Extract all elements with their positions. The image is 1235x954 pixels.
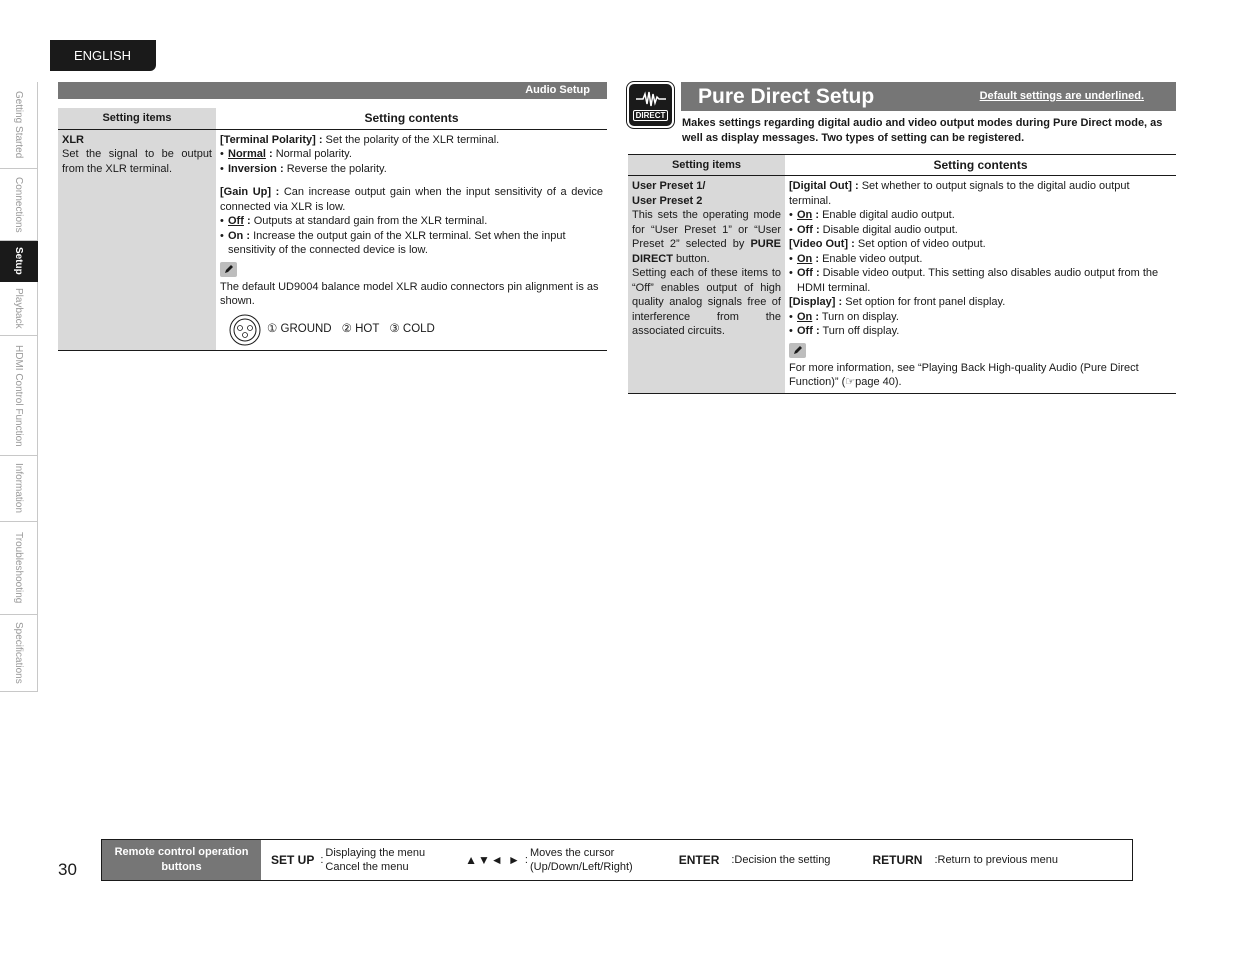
xlr-contents-cell [216, 129, 607, 350]
return-desc: :Return to previous menu [934, 854, 1058, 866]
pure-direct-table [628, 154, 1176, 394]
setup-desc: Displaying the menu Cancel the menu [325, 847, 426, 873]
direct-button-icon: DIRECT [627, 82, 674, 128]
enter-desc: :Decision the setting [731, 854, 831, 866]
default-settings-note: Default settings are underlined. [979, 90, 1144, 102]
language-tab: ENGLISH [50, 40, 156, 71]
side-tab-setup[interactable]: Setup [0, 241, 38, 282]
xlr-item-cell [58, 129, 216, 350]
col-header-contents: Setting contents [785, 155, 1176, 176]
col-header-contents: Setting contents [216, 108, 607, 129]
arrow-keys-icon: ▲▼◄ ► [465, 853, 521, 867]
page-title: Pure Direct Setup [698, 85, 875, 108]
side-tab-getting-started[interactable]: Getting Started [0, 82, 38, 169]
remote-legend-header: Remote control operation buttons [102, 840, 261, 880]
setup-key: SET UP [271, 853, 315, 867]
user-preset-contents-cell: [Digital Out] : Set whether to output signals to the digital audio output terminal. • On : Enable digital audio output. • Off : Disable digital audio output. [Video Out] : Set option of video output. • On : Enable video output. • Off : Disable video output. This setting also disables audio output from the HDMI terminal. [Display] : Set option for front panel display. • On : Turn on display. • Off : Turn off display. For more information, see “Playing Back High-quality Audio (Pure Direct Function)” (☞page 40). [785, 176, 1176, 394]
user-preset-item-cell: User Preset 1/ User Preset 2 This sets the operating mode for “User Preset 1” or “User Preset 2” selected by PURE DIRECT button. Setting each of these items to “Off” enables output of high quality analog signals free of interference from the associated circuits. [628, 176, 785, 394]
side-tab-specifications[interactable]: Specifications [0, 615, 38, 692]
side-tab-hdmi-control[interactable]: HDMI Control Function [0, 336, 38, 456]
terminal-polarity-heading: [Terminal Polarity] : Set the polarity of the XLR terminal. [220, 133, 500, 146]
side-tab-troubleshooting[interactable]: Troubleshooting [0, 522, 38, 615]
col-header-items: Setting items [628, 155, 785, 176]
pin-cold: ③ COLD [389, 323, 435, 336]
item-name: XLR [62, 133, 84, 146]
page-reference-link[interactable]: page 40 [855, 376, 895, 388]
digital-out-heading: [Digital Out] : Set whether to output signals to the digital audio output terminal. [789, 180, 1130, 207]
xlr-pin-layout [220, 314, 603, 346]
note-pencil-icon [220, 262, 237, 277]
arrows-desc: Moves the cursor (Up/Down/Left/Right) [529, 847, 633, 873]
note-text: The default UD9004 balance model XLR audio connectors pin alignment is as shown. [220, 280, 599, 307]
audio-setup-table [58, 108, 607, 351]
display-heading: [Display] : Set option for front panel display. [789, 296, 1006, 308]
audio-setup-bar: Audio Setup [58, 82, 607, 99]
side-tab-playback[interactable]: Playback [0, 282, 38, 336]
col-header-items: Setting items [58, 108, 216, 129]
remote-control-legend: Remote control operation buttons SET UP : Displaying the menu Cancel the menu ▲▼◄ ► : Moves the cursor (Up/Down/Left/Right) ENTER :Decision the setting RETURN :Return to previous menu [101, 839, 1133, 881]
note-pencil-icon [789, 343, 806, 358]
xlr-connector-icon [229, 314, 261, 346]
item-desc: This sets the operating mode for “User Preset 1” or “User Preset 2” selected by PURE DIRECT button. [632, 209, 781, 265]
side-nav [0, 82, 38, 692]
pin-ground: ① GROUND [267, 323, 332, 336]
pin-hot: ② HOT [341, 323, 380, 336]
option-on: • On : Increase the output gain of the XLR terminal. Set when the input sensitivity of the connected device is low. [220, 229, 566, 256]
pure-direct-description: Makes settings regarding digital audio and video output modes during Pure Direct mode, as well as display messages. Two types of setting can be registered. [682, 117, 1163, 144]
page-number: 30 [58, 860, 77, 879]
side-tab-connections[interactable]: Connections [0, 169, 38, 241]
option-normal: • Normal : Normal polarity. [220, 148, 352, 160]
return-key: RETURN [872, 853, 923, 867]
enter-key: ENTER [678, 853, 720, 867]
note-text: For more information, see “Playing Back High-quality Audio (Pure Direct Function)” (☞page 40). [789, 361, 1139, 388]
option-inversion: • Inversion : Reverse the polarity. [220, 162, 387, 175]
pure-direct-title-bar [681, 82, 1176, 111]
item-desc: Set the signal to be output from the XLR terminal. [62, 148, 212, 175]
gain-up-heading: [Gain Up] : Can increase output gain when the input sensitivity of a device connected via XLR is low. [220, 186, 603, 213]
video-out-heading: [Video Out] : Set option of video output. [789, 238, 986, 250]
side-tab-information[interactable]: Information [0, 456, 38, 522]
option-off: • Off : Outputs at standard gain from the XLR terminal. [220, 215, 488, 227]
pointing-hand-icon: ☞ [845, 376, 856, 388]
